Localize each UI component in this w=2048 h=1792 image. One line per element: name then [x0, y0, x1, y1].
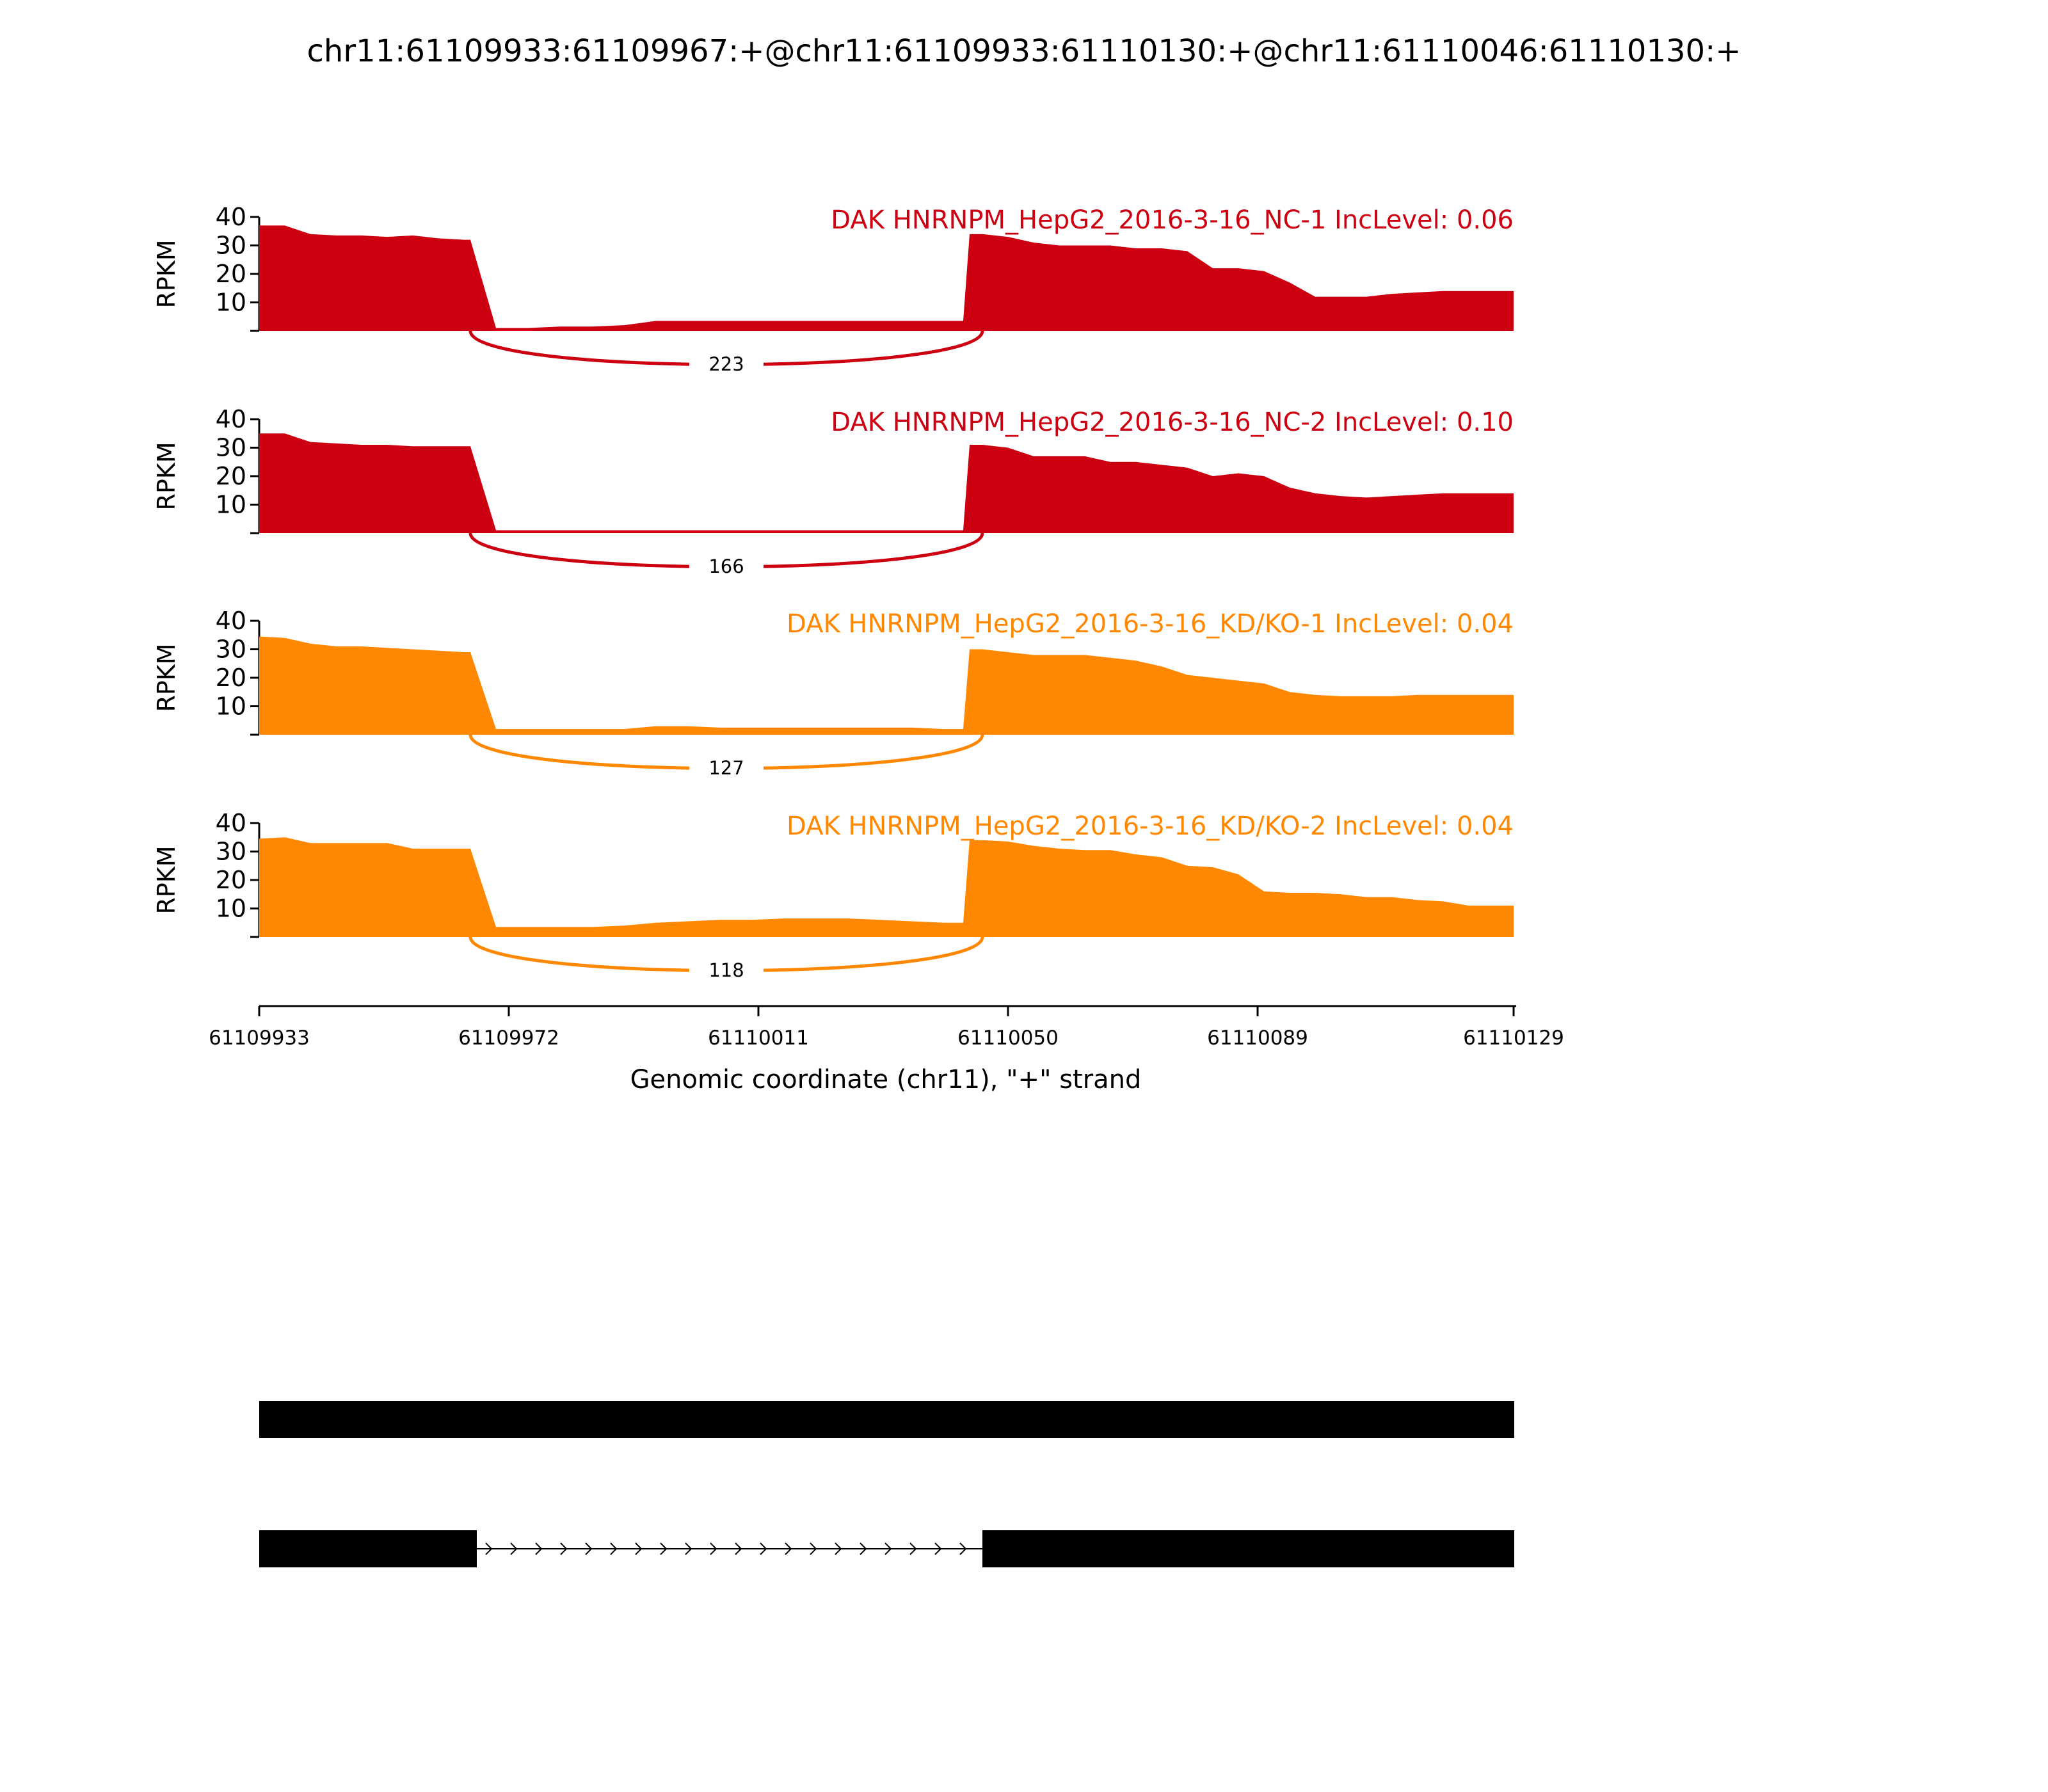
y-tick-label: 20 [215, 462, 246, 490]
y-tick-label: 10 [215, 692, 246, 721]
junction-count: 127 [708, 757, 744, 779]
x-tick-label: 61110089 [1207, 1027, 1308, 1050]
isoform-model [259, 1530, 1514, 1567]
coverage-area [259, 837, 1514, 937]
junction-count: 223 [708, 353, 744, 375]
y-axis-label: RPKM [152, 643, 180, 712]
y-tick-label: 40 [215, 809, 246, 837]
junction-count: 166 [708, 556, 744, 577]
exon-block [982, 1530, 1514, 1567]
x-tick-label: 61109933 [209, 1027, 310, 1050]
junction-count: 118 [708, 959, 744, 981]
y-axis-label: RPKM [152, 442, 180, 511]
isoform-track [259, 1401, 1514, 1567]
y-tick-label: 30 [215, 635, 246, 664]
series-label: DAK HNRNPM_HepG2_2016-3-16_NC-2 IncLevel: 0.10 [831, 408, 1514, 437]
y-tick-label: 30 [215, 837, 246, 866]
x-axis-label: Genomic coordinate (chr11), "+" strand [630, 1065, 1142, 1094]
series-label: DAK HNRNPM_HepG2_2016-3-16_KD/KO-2 IncLevel: 0.04 [786, 812, 1514, 841]
y-tick-label: 20 [215, 866, 246, 894]
y-tick-label: 30 [215, 231, 246, 260]
y-tick-label: 40 [215, 607, 246, 635]
series-label: DAK HNRNPM_HepG2_2016-3-16_NC-1 IncLevel: 0.06 [831, 205, 1514, 235]
exon-block [259, 1401, 1514, 1438]
coverage-panel [152, 405, 1514, 579]
x-tick-label: 61110050 [957, 1027, 1059, 1050]
y-tick-label: 30 [215, 433, 246, 462]
coverage-panel [152, 809, 1514, 983]
x-axis [209, 1006, 1564, 1050]
y-tick-label: 40 [215, 203, 246, 231]
series-label: DAK HNRNPM_HepG2_2016-3-16_KD/KO-1 IncLevel: 0.04 [786, 609, 1514, 639]
y-tick-label: 20 [215, 260, 246, 288]
coverage-area [259, 433, 1514, 533]
y-tick-label: 40 [215, 405, 246, 433]
y-tick-label: 20 [215, 664, 246, 692]
coverage-panel [152, 203, 1514, 377]
coverage-area [259, 225, 1514, 331]
x-tick-label: 61110011 [708, 1027, 809, 1050]
x-tick-label: 61109972 [458, 1027, 559, 1050]
x-tick-label: 61110129 [1463, 1027, 1564, 1050]
y-axis-label: RPKM [152, 845, 180, 915]
y-tick-label: 10 [215, 288, 246, 317]
coverage-panels [152, 203, 1514, 983]
y-tick-label: 10 [215, 894, 246, 923]
coverage-area [259, 637, 1514, 735]
coverage-panel [152, 607, 1514, 781]
isoform-model [259, 1401, 1514, 1438]
y-tick-label: 10 [215, 490, 246, 519]
exon-block [259, 1530, 477, 1567]
chart-title: chr11:61109933:61109967:+@chr11:61109933:61110130:+@chr11:61110046:61110130:+ [307, 33, 1741, 69]
y-axis-label: RPKM [152, 239, 180, 308]
